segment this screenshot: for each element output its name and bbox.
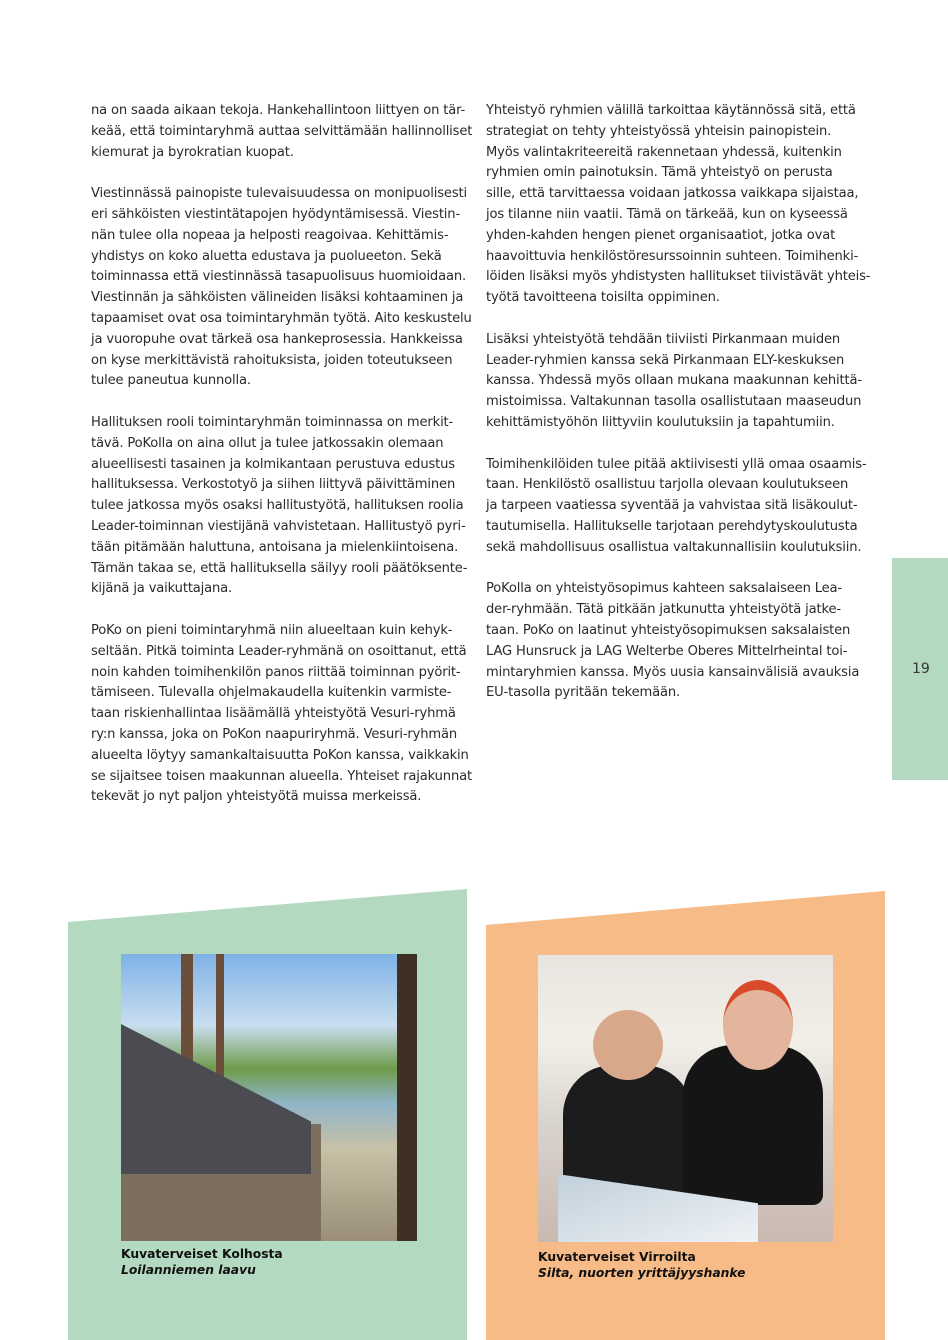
text-line: seltään. Pitkä toiminta Leader-ryhmänä on osoittanut, että [91, 643, 467, 659]
text-line: tämiseen. Tulevalla ohjelmakaudella kuitenkin varmiste- [91, 685, 452, 701]
text-line: se sijaitsee toisen maakunnan alueella. Yhteiset rajakunnat [91, 768, 472, 784]
paragraph [91, 621, 471, 808]
person-head [723, 980, 793, 1070]
text-line: LAG Hunsruck ja LAG Welterbe Oberes Mittelrheintal toi- [486, 643, 848, 659]
text-line: der-ryhmään. Tätä pitkään jatkunutta yhteistyötä jatke- [486, 602, 841, 618]
text-line: PoKolla on yhteistyösopimus kahteen saksalaiseen Lea- [486, 581, 842, 597]
text-line: löiden lisäksi myös yhdistysten hallitukset tiivistävät yhteis- [486, 269, 871, 285]
text-line: tään pitämään haluttuna, antoisana ja mielenkiintoisena. [91, 539, 459, 555]
text-line: Toimihenkilöiden tulee pitää aktiivisesti yllä omaa osaamis- [486, 456, 867, 472]
paragraph [91, 184, 471, 392]
text-line: hallituksessa. Verkostotyö ja siihen liittyvä päivittäminen [91, 477, 456, 493]
text-line: jos tilanne niin vaatii. Tämä on tärkeää, kun on kyseessä [486, 206, 848, 222]
text-line: mintaryhmien kanssa. Myös uusia kansainvälisiä avauksia [486, 664, 860, 680]
text-line: sille, että tarvittaessa voidaan jatkossa vaikkapa sijaistaa, [486, 186, 859, 202]
text-line: EU-tasolla pyritään tekemään. [486, 685, 681, 701]
text-line: Viestinnän ja sähköisten välineiden lisäksi kohtaaminen ja [91, 290, 464, 306]
text-line: PoKo on pieni toimintaryhmä niin alueeltaan kuin kehyk- [91, 622, 453, 638]
text-line: eri sähköisten viestintätapojen hyödyntämisessä. Viestin- [91, 206, 461, 222]
text-line: Yhteistyö ryhmien välillä tarkoittaa käytännössä sitä, että [486, 103, 856, 118]
caption-title: Kuvaterveiset Kolhosta [121, 1247, 283, 1261]
text-line: na on saada aikaan tekoja. Hankehallintoon liittyen on tär- [91, 103, 466, 118]
caption-subtitle: Loilanniemen laavu [121, 1263, 256, 1277]
text-line: sekä mahdollisuus osallistua valtakunnallisiin koulutuksiin. [486, 539, 862, 555]
text-line: mistoimissa. Valtakunnan tasolla osallistutaan maaseudun [486, 394, 862, 410]
text-line: Tämän takaa se, että hallituksella säilyy rooli päätöksente- [91, 560, 468, 576]
tree-trunk [397, 954, 417, 1241]
text-line: kijänä ja vaikuttajana. [91, 581, 233, 597]
paragraph [91, 101, 471, 163]
photo-caption-silta [538, 1249, 746, 1281]
text-line: ja tarpeen vaatiessa syventää ja vahvistaa sitä lisäkoulut- [486, 498, 858, 514]
text-line: nän tulee olla nopeaa ja helposti reagoivaa. Kehittämis- [91, 227, 449, 243]
text-line: tulee jatkossa myös osaksi hallitustyötä, hallituksen roolia [91, 498, 464, 514]
paragraph [486, 455, 866, 559]
photo-caption-laavu [121, 1246, 283, 1278]
text-line: Lisäksi yhteistyötä tehdään tiiviisti Pirkanmaan muiden [486, 331, 841, 347]
right-text-column [486, 101, 871, 725]
text-line: strategiat on tehty yhteistyössä yhteisin painopistein. [486, 123, 832, 139]
text-line: tapaamiset ovat osa toimintaryhmän työtä. Aito keskustelu [91, 310, 472, 326]
text-line: yhdistys on koko aluetta edustava ja puolueeton. Sekä [91, 248, 442, 264]
person-head [593, 1010, 663, 1080]
paragraph [486, 101, 871, 309]
text-line: ryhmien omin painotuksin. Tämä yhteistyö on perusta [486, 165, 833, 181]
text-line: tautumisella. Hallitukselle tarjotaan perehdytyskoulutusta [486, 518, 858, 534]
text-line: toiminnassa että viestinnässä tasapuolisuus huomioidaan. [91, 269, 466, 285]
text-line: tekevät jo nyt paljon yhteistyötä muissa merkeissä. [91, 789, 422, 805]
paragraph [91, 413, 471, 600]
text-line: tulee paneutua kunnolla. [91, 373, 251, 389]
text-line: alueellisesti tasainen ja kolmikantaan perustuva edustus [91, 456, 455, 472]
text-line: haavoittuvia henkilöstöresurssoinnin suhteen. Toimihenki- [486, 248, 859, 264]
text-line: yhden-kahden hengen pienet organisaatiot, jotka ovat [486, 227, 836, 243]
text-line: Viestinnässä painopiste tulevaisuudessa on monipuolisesti [91, 186, 467, 202]
left-text-column [91, 101, 471, 829]
paragraph [486, 330, 866, 434]
photo-youths-at-counter [538, 955, 833, 1242]
photo-lean-to-shelter-by-lake [121, 954, 417, 1241]
text-line: keää, että toimintaryhmä auttaa selvittämään hallinnolliset [91, 123, 473, 139]
text-line: noin kahden toimihenkilön panos riittää toiminnan pyörit- [91, 664, 461, 680]
text-line: ja vuoropuhe ovat tärkeä osa hankeprosessia. Hankkeissa [91, 331, 463, 347]
person-shirt [563, 1065, 693, 1195]
page-number: 19 [912, 661, 930, 677]
page-tab [892, 558, 948, 780]
text-line: kanssa. Yhdessä myös ollaan mukana maakunnan kehittä- [486, 373, 862, 389]
text-line: Leader-toiminnan viestijänä vahvistetaan. Hallitustyö pyri- [91, 518, 466, 534]
text-line: ry:n kanssa, joka on PoKon naapuriryhmä. Vesuri-ryhmän [91, 726, 458, 742]
text-line: taan riskienhallintaa lisäämällä yhteistyötä Vesuri-ryhmä [91, 706, 456, 722]
text-line: Leader-ryhmien kanssa sekä Pirkanmaan ELY-keskuksen [486, 352, 845, 368]
text-line: kiemurat ja byrokratian kuopat. [91, 144, 294, 160]
text-line: kehittämistyöhön liittyviin koulutuksiin ja tapahtumiin. [486, 414, 835, 430]
text-line: taan. PoKo on laatinut yhteistyösopimuksen saksalaisten [486, 622, 851, 638]
caption-title: Kuvaterveiset Virroilta [538, 1250, 696, 1264]
text-line: Myös valintakriteereitä rakennetaan yhdessä, kuitenkin [486, 144, 842, 160]
caption-subtitle: Silta, nuorten yrittäjyyshanke [538, 1266, 746, 1280]
paragraph [486, 579, 866, 704]
text-line: on kyse merkittävistä rahoituksista, joiden toteutukseen [91, 352, 453, 368]
text-line: Hallituksen rooli toimintaryhmän toiminnassa on merkit- [91, 414, 454, 430]
text-line: tävä. PoKolla on aina ollut ja tulee jatkossakin olemaan [91, 435, 444, 451]
text-line: alueelta löytyy samankaltaisuutta PoKon kanssa, vaikkakin [91, 747, 469, 763]
text-line: työtä tavoitteena toisilta oppiminen. [486, 290, 720, 306]
text-line: taan. Henkilöstö osallistuu tarjolla olevaan koulutukseen [486, 477, 849, 493]
